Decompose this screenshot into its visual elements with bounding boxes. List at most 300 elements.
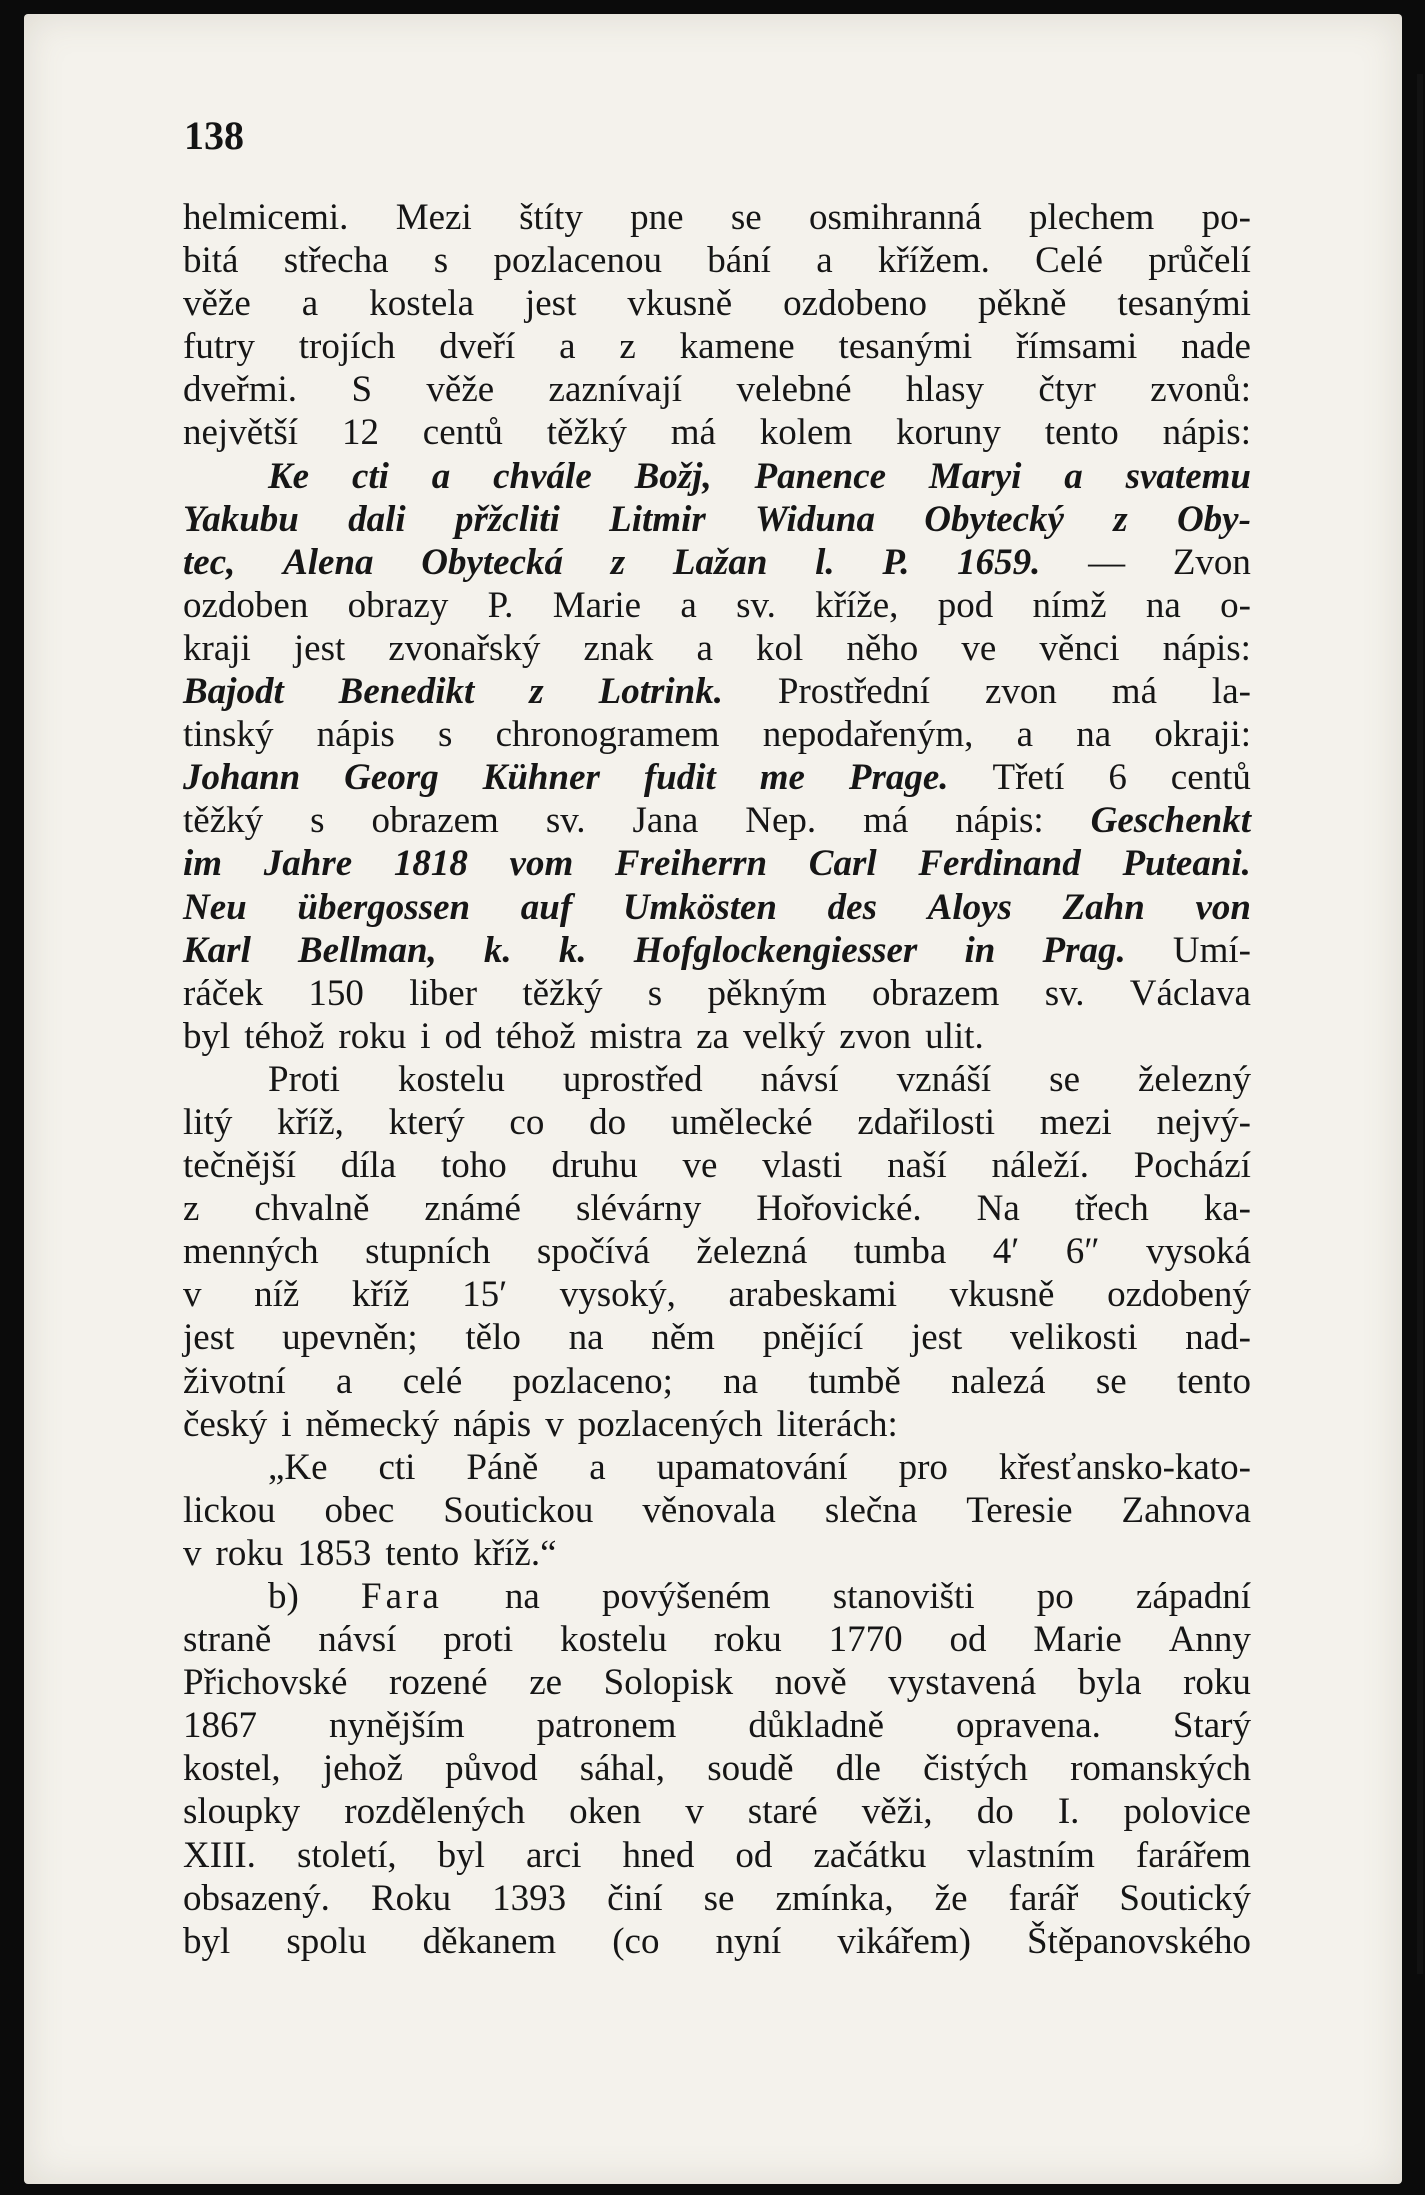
word: český [183,1403,268,1445]
word: z [619,326,636,368]
text-line [183,498,1251,541]
word: co [509,1101,545,1143]
word: Obytecká [421,541,564,583]
body-text [183,196,1251,1963]
text-line [183,1273,1251,1316]
word: přžcliti [455,498,560,540]
word: P. [487,584,514,626]
text-line [183,713,1251,756]
word: ozdobený [1107,1274,1251,1316]
word: hned [622,1834,695,1876]
word: nade [1181,326,1251,368]
text-line [183,886,1251,929]
word: ve [961,627,997,669]
word: vlastním [967,1834,1095,1876]
word: Neu [183,886,247,928]
word: Georg [344,757,439,799]
word: staré [747,1791,818,1833]
text-line [183,1661,1251,1704]
word: těžký [522,972,603,1014]
word: z [610,541,626,583]
word: vkusně [627,283,733,325]
word: náleží. [991,1145,1090,1187]
word: Prage. [848,757,949,799]
word: druhu [551,1145,638,1187]
word: od [444,1015,482,1057]
word: nyní [715,1920,782,1962]
text-line [183,411,1251,454]
word: tinský [183,714,274,756]
word: Solopisk [603,1662,734,1704]
word: 12 [341,412,379,454]
word: železná [696,1231,808,1273]
word: věže [183,283,251,325]
word: Ke [268,455,310,497]
word: Lažan [672,541,768,583]
word: vysoká [1146,1231,1251,1273]
word: Marie [1033,1619,1122,1661]
word: kostela [369,283,474,325]
word: vom [509,843,574,885]
word: rozdělených [344,1791,526,1833]
word: a [680,584,697,626]
word: tesanými [1117,283,1251,325]
text-line [183,972,1251,1015]
word: trojích [298,326,396,368]
word: cti [351,455,389,497]
word: třech [1074,1188,1149,1230]
word: me [759,757,805,799]
word: s [310,800,325,842]
word: v [545,1403,564,1445]
word: kostelu [397,1058,505,1100]
word: Benedikt [338,671,475,713]
word: kříž, [277,1101,344,1143]
word: roku [1183,1662,1251,1704]
word: Roku [370,1877,452,1919]
word: Pochází [1133,1145,1251,1187]
word: centů [422,412,503,454]
word: i [281,1403,292,1445]
word: cti [378,1446,416,1488]
word: Yakubu [183,498,299,540]
word: 15′ [462,1274,508,1316]
word: l. [815,541,835,583]
word: des [827,886,877,928]
word: činí [607,1877,663,1919]
word: dali [348,498,406,540]
word: „Ke [268,1446,328,1488]
word: polovice [1123,1791,1251,1833]
text-line [183,455,1251,498]
word: má [670,412,716,454]
word: — [1088,541,1126,583]
word: římsami [1015,326,1138,368]
word: kříž [351,1274,410,1316]
word: Zahn [1062,886,1145,928]
text-line [183,799,1251,842]
word: I. [1057,1791,1080,1833]
text-line [183,196,1251,239]
word: po- [1201,197,1251,238]
word: střecha [283,240,389,282]
page-edge-shadow [1417,74,1423,1974]
text-line [183,368,1251,411]
word: Carl [808,843,877,885]
word: kříže, [815,584,899,626]
word: a [431,455,451,497]
word: má [863,800,909,842]
word: kol [755,627,804,669]
word: farářem [1135,1834,1251,1876]
word: Václava [1129,972,1251,1014]
word: Prostřední [777,671,931,713]
word: kříž.“ [473,1532,557,1574]
text-line [183,1834,1251,1877]
word: vystavená [888,1662,1037,1704]
word: Starý [1172,1705,1251,1747]
text-line [183,1877,1251,1920]
word: Prag. [1042,929,1126,971]
word: sv. [736,584,776,626]
word: z [529,671,544,713]
word: Hořovické. [756,1188,922,1230]
word: povýšeném [602,1576,771,1617]
word: velebné [736,369,852,411]
word: bitá [183,240,239,282]
word: díla [340,1145,397,1187]
word: čistých [923,1748,1028,1790]
word: chvále [493,455,592,497]
word: důkladně [748,1705,885,1747]
word: z [1113,498,1128,540]
word: roku [713,1619,782,1661]
word: 1659. [957,541,1041,583]
word: a [336,1360,353,1402]
word: k. [483,929,512,971]
word: spočívá [536,1231,650,1273]
text-line [183,929,1251,972]
word: těžký [183,800,264,842]
word: kostelu [560,1619,667,1661]
word: Anny [1168,1619,1251,1661]
text-line [183,1101,1251,1144]
word: umělecké [670,1101,813,1143]
word: farář [1008,1877,1079,1919]
word: téhož [495,1015,576,1057]
word: se [703,1877,735,1919]
text-line [183,1360,1251,1403]
word: sv. [545,800,586,842]
word: má [1111,671,1157,713]
word: 1867 [183,1705,257,1747]
text-line [183,1920,1251,1963]
word: roku [338,1015,407,1057]
word: od [949,1619,987,1661]
word: s [437,714,453,756]
word: po [1036,1576,1074,1617]
word: životní [183,1360,286,1402]
word: železný [1137,1058,1251,1100]
word: lickou [183,1489,276,1531]
word: naší [887,1145,947,1187]
word: 1818 [393,843,468,885]
word: západní [1135,1576,1251,1617]
word: něm [651,1317,715,1359]
word: Přichovské [183,1662,348,1704]
word: Na [976,1188,1020,1230]
word: se [1095,1360,1127,1402]
word: Obytecký [924,498,1064,540]
word: Teresie [966,1489,1073,1531]
word: plechem [1028,197,1155,238]
text-line [183,1790,1251,1833]
word: od [735,1834,773,1876]
word: proti [443,1619,514,1661]
word: upamatování [656,1446,848,1488]
word: stanovišti [832,1576,975,1617]
word: sáhal, [579,1748,666,1790]
word: věži, [861,1791,933,1833]
word: tělo [465,1317,521,1359]
word: Aloys [927,886,1012,928]
word: straně [183,1619,272,1661]
word: se [730,197,762,238]
word: návsí [318,1619,397,1661]
word: ze [529,1662,563,1704]
word: do [976,1791,1014,1833]
word: 1393 [492,1877,567,1919]
word: ozdoben [183,584,309,626]
word: pozlacených [577,1403,763,1445]
word: sv. [1044,972,1085,1014]
word: Marie [552,584,642,626]
word: a [559,326,576,368]
word: pro [898,1446,948,1488]
word: i [420,1015,431,1057]
word: Ferdinand [918,843,1081,885]
word: hlasy [905,369,984,411]
word: opravena. [956,1705,1101,1747]
word: nápis [316,714,395,756]
word: Litmir [609,498,706,540]
word: s [647,972,663,1014]
word: soudě [707,1748,794,1790]
word: 6″ [1065,1231,1100,1273]
word: vlasti [762,1145,843,1187]
word: dveří [439,326,516,368]
word: Maryi [928,455,1022,497]
word: nápis: [1162,412,1251,454]
word: slévárny [575,1188,702,1230]
word: na [1145,584,1181,626]
word: tento [1044,412,1119,454]
word: zvonů: [1150,369,1251,411]
word: děkanem [422,1920,557,1962]
word: těžký [546,412,627,454]
word: S [351,369,373,411]
word: Soutickou [443,1489,594,1531]
word: im [183,843,223,885]
word: Umí- [1172,929,1251,971]
word: Fara [361,1576,443,1617]
word: kolem [759,412,853,454]
word: osmihranná [809,197,982,238]
word: jest [183,1317,235,1359]
word: o- [1220,584,1251,626]
word: věnovala [642,1489,776,1531]
word: arabeskami [728,1274,898,1316]
word: nápis [453,1403,532,1445]
word: jest [293,627,346,669]
word: a [696,627,713,669]
text-line [183,1316,1251,1359]
word: 1853 [297,1532,372,1574]
word: zvonařský [388,627,541,669]
word: Soutický [1119,1877,1251,1919]
word: upevněn; [282,1317,418,1359]
word: s [433,240,449,282]
word: do [589,1101,627,1143]
word: začátku [813,1834,927,1876]
word: ráček [183,972,264,1014]
text-line [183,1575,1251,1618]
text-line [183,1489,1251,1532]
text-line [183,1618,1251,1661]
word: Lotrink. [598,671,723,713]
word: byla [1077,1662,1142,1704]
word: průčelí [1148,240,1251,282]
word: byl [183,1920,231,1962]
word: chvalně [254,1188,370,1230]
text-line [183,325,1251,368]
word: Zahnova [1121,1489,1251,1531]
word: (co [612,1920,660,1962]
word: Kühner [482,757,600,799]
word: zvon [839,1015,912,1057]
word: tento [1176,1360,1251,1402]
word: nímž [1032,584,1107,626]
word: křížem. [877,240,990,282]
word: zdařilosti [857,1101,996,1143]
text-line [183,1187,1251,1230]
word: obrazem [872,972,1000,1014]
word: tumbě [808,1360,901,1402]
word: jehož [322,1748,403,1790]
word: obsazený. [183,1877,330,1919]
word: oken [569,1791,642,1833]
text-line [183,584,1251,627]
word: velký [742,1015,826,1057]
word: von [1195,886,1251,928]
word: toho [440,1145,507,1187]
word: vikářem) [837,1920,971,1962]
word: na [568,1317,604,1359]
word: pěkně [978,283,1067,325]
text-line [183,1144,1251,1187]
word: zmínka, [775,1877,894,1919]
word: uprostřed [562,1058,703,1100]
word: in [964,929,996,971]
word: nejvý- [1156,1101,1251,1143]
word: byl [437,1834,485,1876]
word: XIII. [183,1834,256,1876]
word: německý [305,1403,440,1445]
word: na [723,1360,759,1402]
word: 4′ [992,1231,1020,1273]
word: celé [402,1360,463,1402]
word: Páně [466,1446,539,1488]
text-line [183,842,1251,885]
word: auf [520,886,573,928]
word: a [301,283,319,325]
word: roku [215,1532,284,1574]
word: Geschenkt [1090,800,1251,842]
word: futry [183,326,255,368]
word: Oby- [1176,498,1251,540]
word: rozené [389,1662,488,1704]
word: Hofglockengiesser [633,929,918,971]
word: kraji [183,627,251,669]
word: vznáší [896,1058,992,1100]
word: arci [525,1834,582,1876]
word: jest [524,283,577,325]
word: křesťansko-kato- [998,1446,1251,1488]
word: v [685,1791,704,1833]
text-line [183,670,1251,713]
word: ve [682,1145,718,1187]
text-line [183,239,1251,282]
word: P. [882,541,910,583]
word: nápis: [955,800,1044,842]
word: tumba [853,1231,947,1273]
word: spolu [286,1920,367,1962]
word: patronem [536,1705,677,1747]
word: pěkným [707,972,827,1014]
word: zvon [984,671,1057,713]
word: vkusně [949,1274,1055,1316]
word: Umkösten [622,886,777,928]
word: Zvon [1172,541,1251,583]
word: centů [1170,757,1251,799]
page-number: 138 [184,113,244,158]
word: svatemu [1125,455,1251,497]
word: la- [1211,671,1251,713]
word: Třetí [992,757,1065,799]
word: věže [426,369,495,411]
word: tesanými [838,326,973,368]
word: znak [583,627,654,669]
word: a [589,1446,606,1488]
word: nynějším [329,1705,465,1747]
text-line [183,627,1251,670]
word: 6 [1108,757,1127,799]
word: a [1016,714,1034,756]
word: helmicemi. [183,197,349,238]
word: Alena [283,541,374,583]
word: romanských [1070,1748,1251,1790]
word: ulit. [925,1015,984,1057]
word: pozlaceno; [512,1360,673,1402]
word: něho [846,627,919,669]
word: 150 [308,972,364,1014]
word: téhož [244,1015,325,1057]
word: Mezi [395,197,472,238]
text-line [183,1704,1251,1747]
word: návsí [760,1058,839,1100]
word: b) [268,1576,299,1617]
word: nad- [1185,1317,1251,1359]
